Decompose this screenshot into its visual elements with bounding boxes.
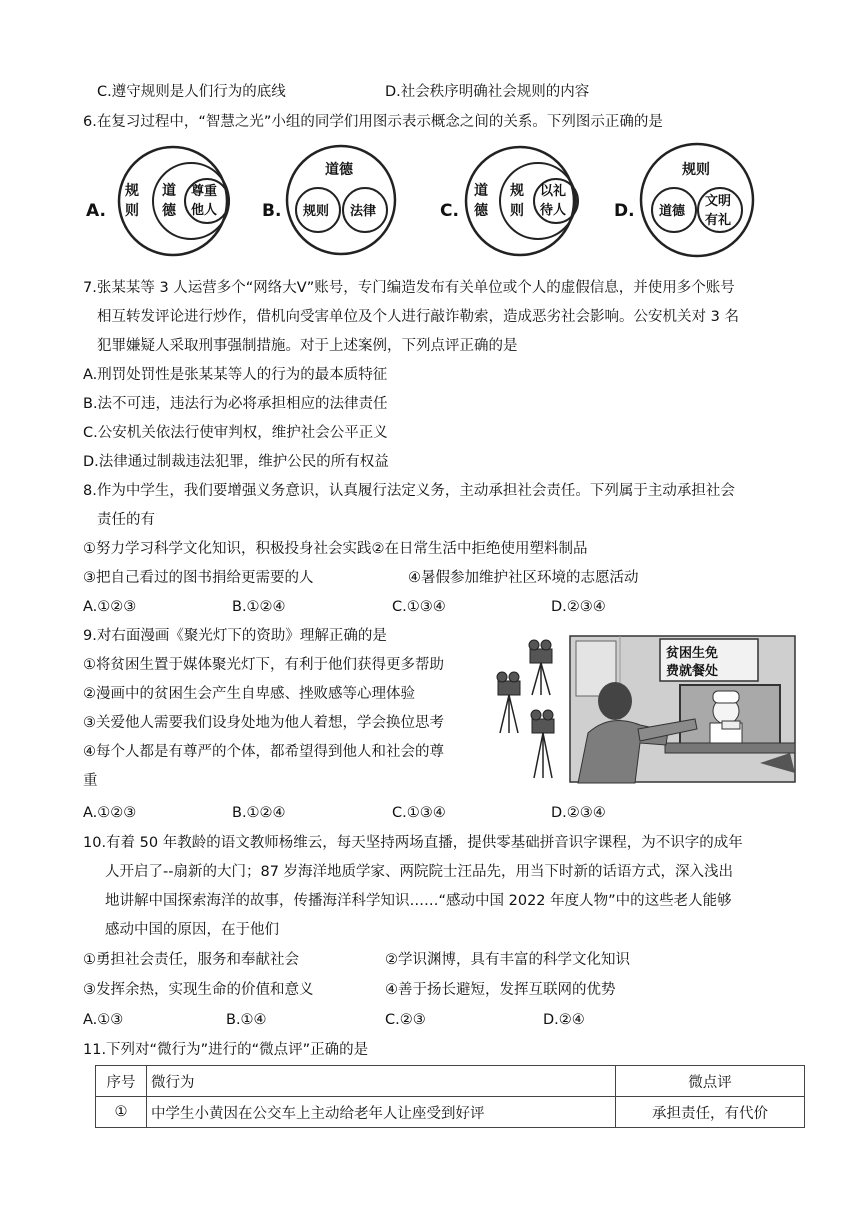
q8-statement-3: ③把自己看过的图书捐给更需要的人	[83, 570, 314, 586]
q6-d-left-label: 道德	[659, 204, 686, 219]
q6-c-mid-1: 规	[510, 183, 524, 199]
q10-option-a: A.①③	[83, 1012, 124, 1028]
q8-statement-4: ④暑假参加维护社区环境的志愿活动	[408, 570, 639, 586]
q7-line-3: 犯罪嫌疑人采取刑事强制措施。对于上述案例，下列点评正确的是	[97, 338, 518, 354]
q8-line-2: 责任的有	[97, 512, 155, 528]
q8-option-c: C.①③④	[392, 599, 446, 615]
header-behavior: 微行为	[147, 1066, 616, 1097]
q6-c-mid-2: 则	[510, 203, 524, 219]
q10-option-d: D.②④	[543, 1012, 585, 1028]
q6-a-inner-1: 尊重	[191, 184, 218, 199]
q10-line-2: 人开启了--扇新的大门；87 岁海洋地质学家、两院院士汪品先，用当下时新的话语方式，深入浅出	[105, 864, 734, 880]
table-row	[96, 1097, 805, 1128]
camera-icon	[531, 710, 554, 778]
q5-option-c: C.遵守规则是人们行为的底线	[97, 84, 286, 100]
q10-statement-3: ③发挥余热，实现生命的价值和意义	[83, 982, 314, 998]
q8-option-a: A.①②③	[83, 599, 137, 615]
q6-stem: 6.在复习过程中，“智慧之光”小组的同学们用图示表示概念之间的关系。下列图示正确的是	[83, 114, 663, 130]
q10-option-c: C.②③	[385, 1012, 426, 1028]
q6-a-outer-1: 规	[125, 183, 139, 199]
q7-option-b: B.法不可违，违法行为必将承担相应的法律责任	[83, 396, 388, 412]
q9-option-b: B.①②④	[232, 805, 286, 821]
q6-c-letter: C.	[440, 201, 459, 221]
q6-a-mid-circle	[153, 163, 229, 239]
q6-a-mid-1: 道	[162, 183, 176, 199]
q6-d-outer-label: 规则	[682, 162, 710, 178]
q9-statement-2: ②漫画中的贫困生会产生自卑感、挫败感等心理体验	[83, 686, 415, 702]
q8-option-d: D.②③④	[551, 599, 606, 615]
q9-sign-line-2: 费就餐处	[666, 664, 719, 679]
q7-option-d: D.法律通过制裁违法犯罪，维护公民的所有权益	[83, 454, 389, 470]
q6-a-outer-2: 则	[125, 203, 139, 219]
q6-diagrams	[0, 138, 860, 268]
q6-b-right-label: 法律	[350, 204, 377, 219]
q6-c-outer-circle	[466, 147, 574, 255]
q6-b-letter: B.	[262, 201, 282, 221]
q6-d-inner-1: 文明	[705, 194, 732, 209]
q10-line-4: 感动中国的原因，在于他们	[105, 922, 279, 938]
q6-c-outer-2: 德	[474, 203, 488, 219]
q9-statement-4-cont: 重	[83, 773, 98, 789]
q11-stem: 11.下列对“微行为”进行的“微点评”正确的是	[83, 1042, 369, 1058]
q10-statement-2: ②学识渊博，具有丰富的科学文化知识	[385, 952, 630, 968]
q10-statement-4: ④善于扬长避短，发挥互联网的优势	[385, 982, 616, 998]
q9-statement-4: ④每个人都是有尊严的个体，都希望得到他人和社会的尊	[83, 744, 444, 760]
camera-icon	[497, 672, 520, 733]
q8-option-b: B.①②④	[232, 599, 286, 615]
cell-comment: 承担责任，有代价	[616, 1097, 805, 1128]
q6-a-letter: A.	[86, 201, 106, 221]
camera-icon	[529, 640, 552, 695]
q10-option-b: B.①④	[226, 1012, 267, 1028]
cell-behavior: 中学生小黄因在公交车上主动给老年人让座受到好评	[147, 1097, 616, 1128]
q6-d-inner-2: 有礼	[705, 213, 732, 228]
q10-line-1: 10.有着 50 年教龄的语文教师杨维云，每天坚持两场直播，提供零基础拼音识字课程，为不识字的成年	[83, 835, 743, 851]
q9-cartoon	[490, 633, 800, 785]
q6-c-mid-circle	[500, 163, 576, 239]
q8-statement-1-2: ①努力学习科学文化知识，积极投身社会实践②在日常生活中拒绝使用塑料制品	[83, 541, 588, 557]
q6-c-outer-1: 道	[474, 183, 488, 199]
q10-line-3: 地讲解中国探索海洋的故事，传播海洋科学知识……“感动中国 2022 年度人物”中的这些老人能够	[105, 893, 732, 909]
q10-statement-1: ①勇担社会责任，服务和奉献社会	[83, 952, 299, 968]
q9-stem: 9.对右面漫画《聚光灯下的资助》理解正确的是	[83, 628, 387, 644]
q6-c-inner-2: 待人	[540, 203, 567, 218]
q9-statement-3: ③关爱他人需要我们设身处地为他人着想，学会换位思考	[83, 715, 444, 731]
q9-option-d: D.②③④	[551, 805, 606, 821]
header-index: 序号	[96, 1066, 147, 1097]
q5-option-d: D.社会秩序明确社会规则的内容	[385, 84, 590, 100]
q6-d-letter: D.	[614, 201, 635, 221]
q6-b-outer-label: 道德	[325, 162, 353, 178]
q6-a-inner-2: 他人	[191, 203, 218, 218]
table-header-row	[96, 1066, 805, 1097]
q7-option-c: C.公安机关依法行使审判权，维护社会公平正义	[83, 425, 388, 441]
q7-line-1: 7.张某某等 3 人运营多个“网络大V”账号，专门编造发布有关单位或个人的虚假信息，并使用多个账号	[83, 280, 735, 296]
q8-line-1: 8.作为中学生，我们要增强义务意识，认真履行法定义务，主动承担社会责任。下列属于主动承担社会	[83, 483, 735, 499]
q6-c-inner-1: 以礼	[540, 184, 567, 199]
q11-table	[95, 1065, 805, 1128]
q9-statement-1: ①将贫困生置于媒体聚光灯下，有利于他们获得更多帮助	[83, 657, 444, 673]
header-comment: 微点评	[616, 1066, 805, 1097]
cell-index: ①	[96, 1097, 147, 1128]
q6-a-mid-2: 德	[162, 203, 176, 219]
q7-option-a: A.刑罚处罚性是张某某等人的行为的最本质特征	[83, 367, 388, 383]
q9-sign-line-1: 贫困生免	[666, 646, 719, 661]
q9-option-c: C.①③④	[392, 805, 446, 821]
q6-d-outer-circle	[641, 144, 753, 256]
q7-line-2: 相互转发评论进行炒作，借机向受害单位及个人进行敲诈勒索，造成恶劣社会影响。公安机关对 3 名	[97, 309, 739, 325]
q6-b-left-label: 规则	[303, 204, 330, 219]
q6-a-outer-circle	[119, 147, 227, 255]
q9-option-a: A.①②③	[83, 805, 137, 821]
